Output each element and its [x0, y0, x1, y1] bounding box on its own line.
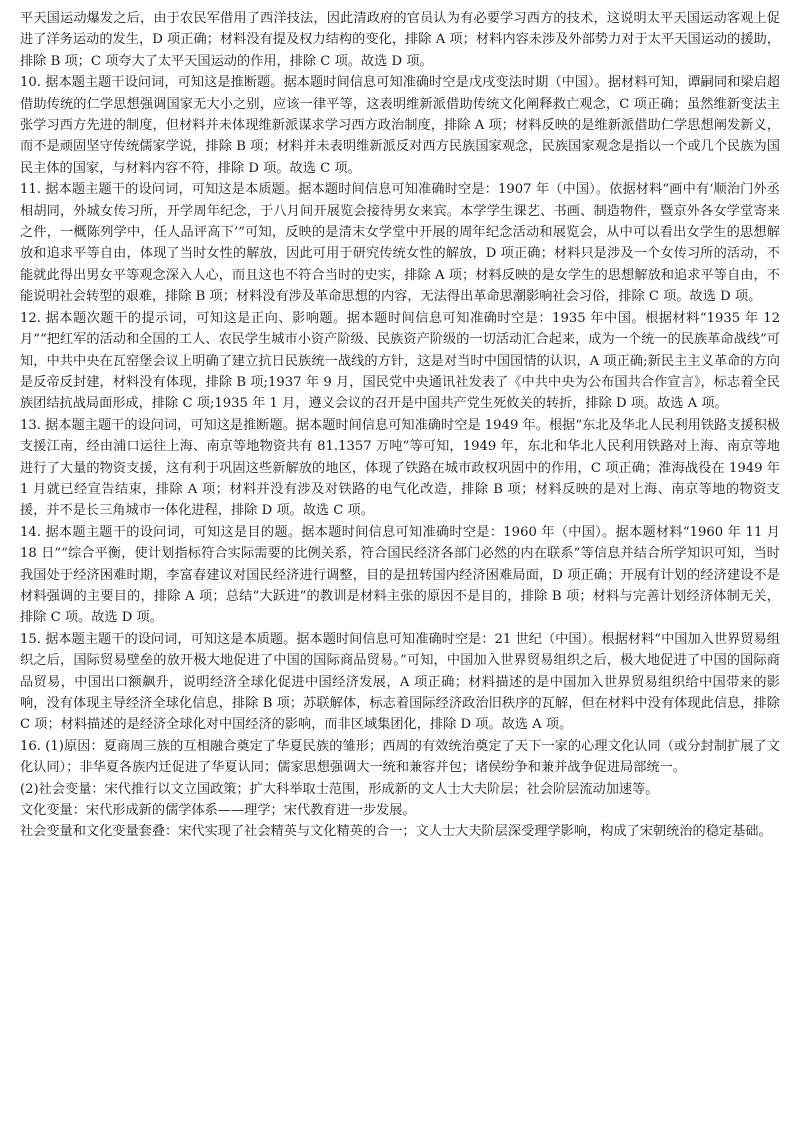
paragraph-answer-16-part1: 16. (1)原因：夏商周三族的互相融合奠定了华夏民族的雏形；西周的有效统治奠定了天下一家的心理文化认同（或分封制扩展了文化认同）；非华夏各族内迁促进了华夏认同；儒家思想强调大一统和兼容并包；诸侯纷争和兼并战争促进局部统一。	[20, 738, 780, 776]
paragraph-answer-10: 10. 据本题主题干设问词，可知这是推断题。据本题时间信息可知准确时空是戊戌变法时期（中国）。据材料可知，谭嗣同和梁启超借助传统的仁学思想强调国家无大小之别，应该一律平等，这表明维新派借助传统文化阐释救亡观念，C 项正确；虽然维新变法主张学习西方先进的制度，但材料并未体现维新派谋求学习西方政治制度，排除 A 项；材料反映的是维新派借助仁学思想阐发新义，而不是顽固坚守传统儒家学说，排除 B 项；材料并未表明维新派反对西方民族国家观念，民族国家观念是指以一个或几个民族为国民主体的国家，与材料内容不符，排除 D 项。故选 C 项。	[20, 75, 780, 176]
paragraph-answer-16-part2-social: (2)社会变量：宋代推行以文立国政策；扩大科举取士范围，形成新的文人士大夫阶层；社会阶层流动加速等。	[20, 781, 659, 797]
paragraph-answer-14: 14. 据本题主题干的设问词，可知这是目的题。据本题时间信息可知准确时空是：1960 年（中国）。据本题材料“1960 年 11 月 18 日”“综合平衡，使计划指标符合实际需要的比例关系，符合国民经济各部门必然的内在联系”等信息并结合所学知识可知，当时我国处于经济困难时期，李富春建议对国民经济进行调整，目的是扭转国内经济困难局面，D 项正确；开展有计划的经济建设不是材料强调的主要目的，排除 A 项；总结“大跃进”的教训是材料主张的原因不是目的，排除 B 项；材料与完善计划经济体制无关，排除 C 项。故选 D 项。	[20, 524, 780, 626]
paragraph-taiping-continuation: 平天国运动爆发之后，由于农民军借用了西洋技法，因此清政府的官员认为有必要学习西方的技术，这说明太平天国运动客观上促进了洋务运动的发生，D 项正确；材料没有提及权力结构的变化，排除 A 项；材料内容未涉及外部势力对于太平天国运动的援助，排除 B 项；C 项夸大了太平天国运动的作用，排除 C 项。故选 D 项。	[20, 11, 780, 69]
paragraph-answer-11: 11. 据本题主题干的设问词，可知这是本质题。据本题时间信息可知准确时空是：1907 年（中国）。依据材料“画中有‘顺治门外丞相胡同，外城女传习所，开学周年纪念，于八月间开展览会接待男女来宾。本学学生课艺、书画、制造物件，暨京外各女学堂寄来之件，一概陈列学中，任人品评高下’”可知，反映的是清末女学堂中开展的周年纪念活动和展览会，从中可以看出女学生的思想解放和追求平等自由，体现了当时女性的解放，因此可用于研究传统女性的解放，D 项正确；材料只是涉及一个女传习所的活动，不能就此得出男女平等观念深入人心，而且这也不符合当时的史实，排除 A 项；材料反映的是女学生的思想解放和追求平等自由，不能说明社会转型的艰难，排除 B 项；材料没有涉及革命思想的内容，无法得出革命思潮影响社会习俗，排除 C 项。故选 D 项。	[20, 182, 780, 305]
paragraph-answer-13: 13. 据本题主题干的设问词，可知这是推断题。据本题时间信息可知准确时空是 1949 年。根据“东北及华北人民利用铁路支援积极支援江南，经由浦口运往上海、南京等地物资共有 81.1357 万吨”等可知，1949 年，东北和华北人民利用铁路对上海、南京等地进行了大量的物资支援，这有利于巩固这些新解放的地区，体现了铁路在城市政权巩固中的作用，C 项正确；淮海战役在 1949 年 1 月就已经宣告结束，排除 A 项；材料并没有涉及对铁路的电气化改造，排除 B 项；材料反映的是对上海、南京等地的物资支援，并不是长三角城市一体化进程，排除 D 项。故选 C 项。	[20, 417, 780, 519]
document-body	[20, 8, 780, 843]
paragraph-answer-16-part2-cultural: 文化变量：宋代形成新的儒学体系——理学；宋代教育进一步发展。	[20, 803, 416, 819]
paragraph-answer-16-part2-overlap: 社会变量和文化变量套叠：宋代实现了社会精英与文化精英的合一；文人士大夫阶层深受理学影响，构成了宋朝统治的稳定基础。	[20, 824, 772, 840]
paragraph-answer-12: 12. 据本题次题干的提示词，可知这是正向、影响题。据本题时间信息可知准确时空是：1935 年中国。根据材料“1935 年 12 月”“把红军的活动和全国的工人、农民学生城市小资产阶级、民族资产阶级的一切活动汇合起来，成为一个统一的民族革命战线”可知，中共中央在瓦窑堡会议上明确了建立抗日民族统一战线的方针，这是对当时中国国情的认识，A 项正确;新民主主义革命的方向是反帝反封建，材料没有体现，排除 B 项;1937 年 9 月，国民党中央通讯社发表了《中共中央为公布国共合作宣言》，标志着全民族团结抗战局面形成，排除 C 项;1935 年 1 月，遵义会议的召开是中国共产党生死攸关的转折，排除 D 项。故选 A 项。	[20, 310, 780, 412]
paragraph-answer-15: 15. 据本题主题干的设问词，可知这是本质题。据本题时间信息可知准确时空是：21 世纪（中国）。根据材料“中国加入世界贸易组织之后，国际贸易壁垒的放开极大地促进了中国的国际商品贸易。”可知，中国加入世界贸易组织之后，极大地促进了中国的国际商品贸易，中国出口额飙升，说明经济全球化促进中国经济发展，A 项正确；材料描述的是中国加入世界贸易组织给中国带来的影响，没有体现主导经济全球化信息，排除 B 项；苏联解体，标志着国际经济政治旧秩序的瓦解，但在材料中没有体现此信息，排除 C 项；材料描述的是经济全球化对中国经济的影响，而非区域集团化，排除 D 项。故选 A 项。	[20, 631, 780, 733]
